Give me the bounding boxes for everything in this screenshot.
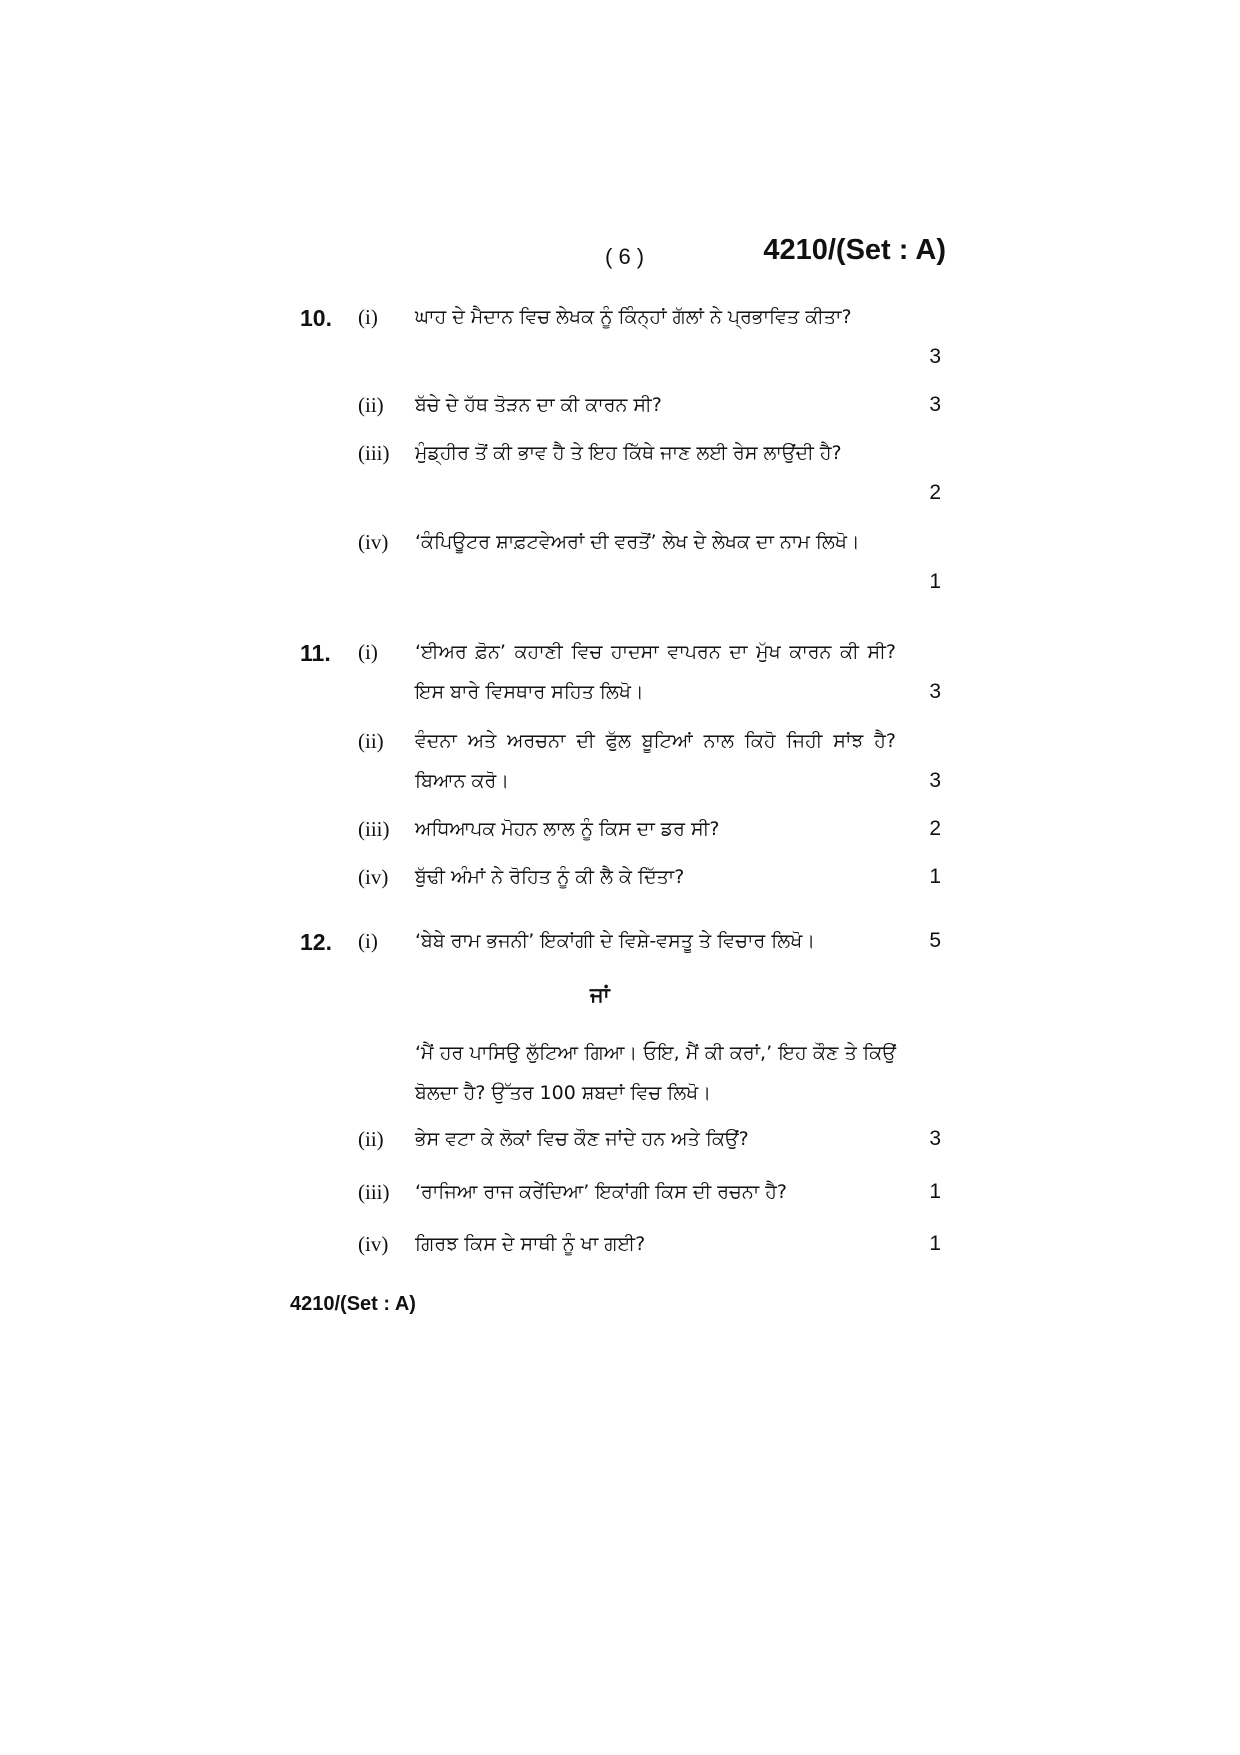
part-marks: 2 — [929, 481, 941, 504]
part-marks: 3 — [929, 769, 941, 792]
question-number: 11. — [300, 640, 331, 666]
part-roman: (iii) — [358, 1180, 390, 1204]
part-text: ‘ਕੰਪਿਊਟਰ ਸ਼ਾਫ਼ਟਵੇਅਰਾਂ ਦੀ ਵਰਤੋਂ’ ਲੇਖ ਦੇ ਲੇਖਕ ਦਾ ਨਾਮ ਲਿਖੋ। — [415, 531, 860, 553]
part-text: ਭੇਸ ਵਟਾ ਕੇ ਲੋਕਾਂ ਵਿਚ ਕੌਣ ਜਾਂਦੇ ਹਨ ਅਤੇ ਕਿਉਂ? — [415, 1128, 749, 1150]
part-marks: 3 — [929, 393, 941, 416]
part-text: ਬੱਚੇ ਦੇ ਹੱਥ ਤੋੜਨ ਦਾ ਕੀ ਕਾਰਨ ਸੀ? — [415, 394, 662, 416]
part-marks: 3 — [929, 680, 941, 703]
part-roman: (iv) — [358, 1232, 389, 1256]
part-roman: (iii) — [358, 817, 390, 841]
part-roman: (iv) — [358, 865, 389, 889]
part-marks: 1 — [929, 865, 941, 888]
part-text: ਗਿਰਝ ਕਿਸ ਦੇ ਸਾਥੀ ਨੂੰ ਖਾ ਗਈ? — [415, 1233, 646, 1255]
or-separator: ਜਾਂ — [590, 983, 610, 1007]
alternative-text: ‘ਮੈਂ ਹਰ ਪਾਸਿਉ ਲੁੱਟਿਆ ਗਿਆ। ਓਇ, ਮੈਂ ਕੀ ਕਰਾਂ,’ ਇਹ ਕੌਣ ਤੇ ਕਿਉਂ ਬੋਲਦਾ ਹੈ? ਉੱਤਰ 100 ਸ਼ਬਦਾਂ ਵਿਚ ਲਿਖੋ। — [415, 1042, 896, 1104]
part-roman: (i) — [358, 305, 378, 329]
part-roman: (i) — [358, 929, 378, 953]
part-marks: 1 — [929, 570, 941, 593]
page-header — [290, 234, 946, 282]
part-roman: (ii) — [358, 1127, 384, 1151]
footer-paper-code: 4210/(Set : A) — [290, 1293, 416, 1315]
part-marks: 3 — [929, 345, 941, 368]
part-marks: 1 — [929, 1232, 941, 1255]
part-text: ਵੰਦਨਾ ਅਤੇ ਅਰਚਨਾ ਦੀ ਫੁੱਲ ਬੂਟਿਆਂ ਨਾਲ ਕਿਹੋ ਜਿਹੀ ਸਾਂਝ ਹੈ? ਬਿਆਨ ਕਰੋ। — [415, 730, 896, 792]
part-marks: 2 — [929, 817, 941, 840]
paper-code: 4210/(Set : A) — [763, 234, 946, 266]
part-roman: (ii) — [358, 393, 384, 417]
part-text: ਘਾਹ ਦੇ ਮੈਦਾਨ ਵਿਚ ਲੇਖਕ ਨੂੰ ਕਿੰਨ੍ਹਾਂ ਗੱਲਾਂ ਨੇ ਪ੍ਰਭਾਵਿਤ ਕੀਤਾ? — [415, 306, 852, 328]
part-text: ਬੁੱਢੀ ਅੰਮਾਂ ਨੇ ਰੋਹਿਤ ਨੂੰ ਕੀ ਲੈ ਕੇ ਦਿੱਤਾ? — [415, 866, 685, 888]
page-number: ( 6 ) — [605, 244, 645, 269]
part-roman: (i) — [358, 640, 378, 664]
part-text: ਅਧਿਆਪਕ ਮੋਹਨ ਲਾਲ ਨੂੰ ਕਿਸ ਦਾ ਡਰ ਸੀ? — [415, 818, 720, 840]
part-roman: (iv) — [358, 530, 389, 554]
part-marks: 3 — [929, 1127, 941, 1150]
part-roman: (iii) — [358, 441, 390, 465]
part-text: ‘ਰਾਜਿਆ ਰਾਜ ਕਰੇਂਦਿਆ’ ਇਕਾਂਗੀ ਕਿਸ ਦੀ ਰਚਨਾ ਹੈ? — [415, 1181, 787, 1203]
part-text: ‘ਬੇਬੇ ਰਾਮ ਭਜਨੀ’ ਇਕਾਂਗੀ ਦੇ ਵਿਸ਼ੇ-ਵਸਤੂ ਤੇ ਵਿਚਾਰ ਲਿਖੋ। — [415, 930, 816, 952]
part-marks: 5 — [929, 929, 941, 952]
question-number: 12. — [300, 929, 332, 955]
question-number: 10. — [300, 305, 332, 331]
part-roman: (ii) — [358, 729, 384, 753]
part-text: ਮੁੰਡ੍ਹੀਰ ਤੋਂ ਕੀ ਭਾਵ ਹੈ ਤੇ ਇਹ ਕਿੱਥੇ ਜਾਣ ਲਈ ਰੇਸ ਲਾਉਂਦੀ ਹੈ? — [415, 442, 842, 464]
part-marks: 1 — [929, 1180, 941, 1203]
part-text: ‘ਈਅਰ ਫ਼ੋਨ’ ਕਹਾਣੀ ਵਿਚ ਹਾਦਸਾ ਵਾਪਰਨ ਦਾ ਮੁੱਖ ਕਾਰਨ ਕੀ ਸੀ? ਇਸ ਬਾਰੇ ਵਿਸਥਾਰ ਸਹਿਤ ਲਿਖੋ। — [415, 641, 896, 703]
